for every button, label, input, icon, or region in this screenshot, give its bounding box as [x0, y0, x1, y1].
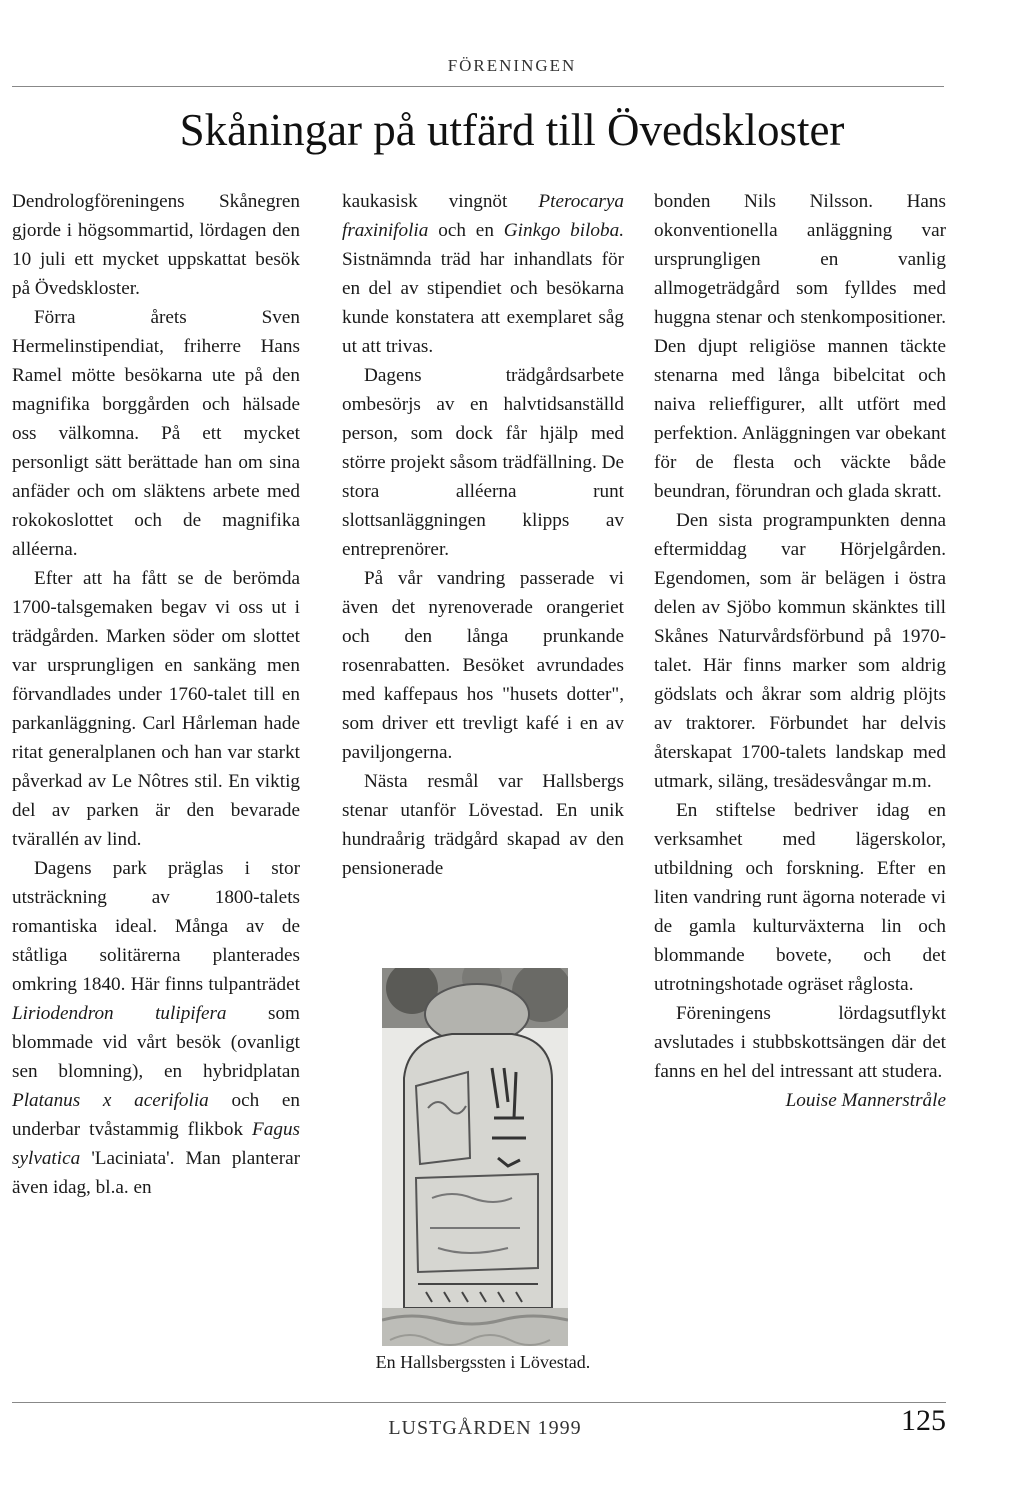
paragraph: Dagens trädgårdsarbete ombesörjs av en halvtidsanställd person, som dock får hjälp med större projekt såsom trädfällning. De stora alléerna runt slottsanläggningen klipps av entreprenörer.	[342, 365, 624, 560]
text-run: Sistnämnda träd har inhandlats för en del av stipendiet och besökarna kunde konstatera att exemplaret såg ut att trivas.	[342, 249, 624, 357]
latin-name: Fagus sylvatica	[12, 1119, 300, 1169]
text-run: och en underbar tvåstammig flikbok	[12, 1090, 300, 1140]
top-rule	[12, 86, 944, 87]
column-1	[12, 187, 300, 1202]
text-run: Dagens park präglas i stor utsträckning av 1800-talets romantiska ideal. Många av de ståtliga solitärerna planterades omkring 1840. Här finns tulpanträdet	[12, 858, 300, 995]
author-signature: Louise Mannerstråle	[785, 1090, 946, 1111]
latin-name: Ginkgo biloba.	[503, 220, 624, 241]
journal-name: LUSTGÅRDEN 1999	[388, 1417, 582, 1439]
paragraph: På vår vandring passerade vi även det nyrenoverade orangeriet och den långa prunkande rosenrabatten. Besöket avrundades med kaffepaus hos "husets dotter", som driver ett trevligt kafé i en av paviljongerna.	[342, 568, 624, 763]
text-run: kaukasisk vingnöt	[342, 191, 508, 212]
paragraph: Dendrologföreningens Skånegren gjorde i högsommartid, lördagen den 10 juli ett mycket uppskattat besök på Övedskloster.	[12, 191, 300, 299]
column-2	[342, 187, 624, 883]
paragraph: Förra årets Sven Hermelinstipendiat, friherre Hans Ramel mötte besökarna ute på den magnifika borggården och hälsade oss välkomna. På ett mycket personligt sätt berättade han om sina anfäder och om släktens arbete med rokokoslottet och de magnifika alléerna.	[12, 307, 300, 560]
text-run: och en	[438, 220, 494, 241]
article-title: Skåningar på utfärd till Övedskloster	[179, 105, 845, 155]
photo-caption: En Hallsbergssten i Lövestad.	[375, 1352, 591, 1372]
carved-stone-image	[382, 968, 568, 1346]
paragraph: Den sista programpunkten denna eftermiddag var Hörjelgården. Egendomen, som är belägen i östra delen av Sjöbo kommun skänktes till Skånes Naturvårdsförbund på 1970-talet. Här finns marker som aldrig gödslats och åkrar som aldrig plöjts av traktorer. Förbundet har delvis återskapat 1700-talets landskap med utmark, siläng, tresädesvångar m.m.	[654, 510, 946, 792]
paragraph	[12, 854, 300, 1202]
paragraph: Föreningens lördagsutflykt avslutades i stubbskottsängen där det fanns en hel del intressant att studera.	[654, 1003, 946, 1082]
latin-name: Liriodendron tulipifera	[12, 1003, 227, 1024]
column-3	[654, 187, 946, 1115]
paragraph: Efter att ha fått se de berömda 1700-talsgemaken begav vi oss ut i trädgården. Marken söder om slottet var ursprungligen en sankäng men förvandlades under 1760-talet till en parkanläggning. Carl Hårleman hade ritat generalplanen och han var starkt påverkad av Le Nôtres stil. En viktig del av parken är den bevarade tvärallén av lind.	[12, 568, 300, 850]
latin-name: Platanus x acerifolia	[12, 1090, 209, 1111]
section-label: FÖRENINGEN	[447, 56, 577, 75]
latin-name: Pterocarya fraxinifolia	[342, 191, 624, 241]
paragraph: Nästa resmål var Hallsbergs stenar utanför Lövestad. En unik hundraårig trädgård skapad av den pensionerade	[342, 771, 624, 879]
paragraph: En stiftelse bedriver idag en verksamhet med lägerskolor, utbildning och forskning. Efter en liten vandring runt ägorna noterade vi de gamla kulturväxterna lin och blommande bovete, och det utrotningshotade ogräset råglosta.	[654, 800, 946, 995]
paragraph	[342, 187, 624, 361]
paragraph: bonden Nils Nilsson. Hans okonventionella anläggning var ursprungligen en vanlig allmogeträdgård som fylldes med huggna stenar och stenkompositioner. Den djupt religiöse mannen täckte stenarna med långa bibelcitat och naiva relieffigurer, allt utfört med perfektion. Anläggningen var obekant för de flesta och väckte både beundran, förundran och glada skratt.	[654, 191, 946, 502]
stone-photo	[382, 968, 568, 1346]
text-run: 'Laciniata'. Man planterar även idag, bl.a. en	[12, 1148, 300, 1198]
text-run: som blommade vid vårt besök (ovanligt sen blomning), en hybridplatan	[12, 1003, 300, 1082]
bottom-rule	[12, 1402, 946, 1403]
page-number: 125	[901, 1404, 946, 1437]
